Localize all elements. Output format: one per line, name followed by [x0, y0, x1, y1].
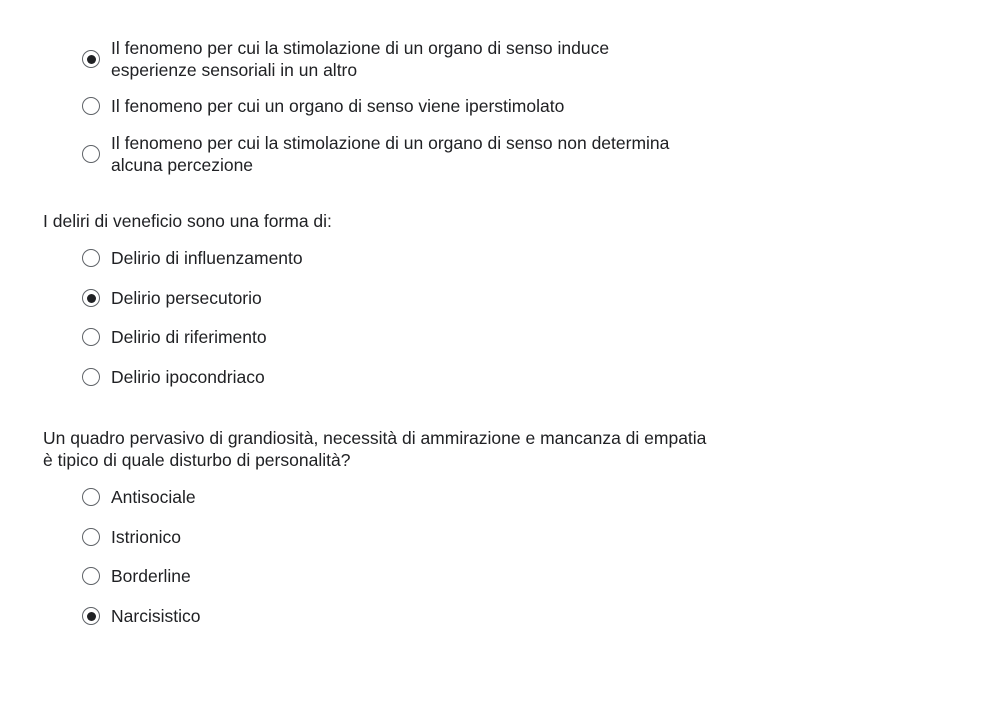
q2-option-1-radio[interactable]	[82, 249, 100, 267]
q3-option-4-radio[interactable]	[82, 607, 100, 625]
q2-option-4-radio[interactable]	[82, 368, 100, 386]
q2-option-4-label: Delirio ipocondriaco	[111, 367, 265, 387]
q3-option-4-label: Narcisistico	[111, 606, 201, 626]
q1-option-3-radio[interactable]	[82, 145, 100, 163]
q1-option-1[interactable]	[82, 37, 662, 81]
q1-option-2-radio[interactable]	[82, 97, 100, 115]
q1-option-1-radio[interactable]	[82, 50, 100, 68]
question-2-text: I deliri di veneficio sono una forma di:	[43, 211, 332, 231]
q2-option-1-label: Delirio di influenzamento	[111, 248, 303, 268]
question-2	[43, 210, 743, 232]
q2-option-2-label: Delirio persecutorio	[111, 288, 262, 308]
q1-option-3-label: Il fenomeno per cui la stimolazione di un organo di senso non determina alcuna percezione	[111, 133, 670, 175]
q3-option-2[interactable]	[82, 526, 742, 548]
q2-option-3-radio[interactable]	[82, 328, 100, 346]
q3-option-1[interactable]	[82, 486, 742, 508]
q1-option-3[interactable]	[82, 132, 707, 176]
q1-option-2[interactable]	[82, 95, 742, 117]
q3-option-1-radio[interactable]	[82, 488, 100, 506]
q3-option-3[interactable]	[82, 565, 742, 587]
q3-option-3-radio[interactable]	[82, 567, 100, 585]
q3-option-2-radio[interactable]	[82, 528, 100, 546]
q3-option-2-label: Istrionico	[111, 527, 182, 547]
q3-option-1-label: Antisociale	[111, 487, 196, 507]
q1-option-1-label: Il fenomeno per cui la stimolazione di un organo di senso induce esperienze sensoriali in un altro	[111, 38, 610, 80]
question-3-text: Un quadro pervasivo di grandiosità, necessità di ammirazione e mancanza di empatia è tipico di quale disturbo di personalità?	[43, 428, 707, 470]
q2-option-4[interactable]	[82, 366, 742, 388]
q3-option-3-label: Borderline	[111, 566, 191, 586]
q2-option-3-label: Delirio di riferimento	[111, 327, 267, 347]
q2-option-3[interactable]	[82, 326, 742, 348]
q2-option-2[interactable]	[82, 287, 742, 309]
q1-option-2-label: Il fenomeno per cui un organo di senso viene iperstimolato	[111, 96, 565, 116]
question-3	[43, 427, 708, 471]
q3-option-4[interactable]	[82, 605, 742, 627]
q2-option-2-radio[interactable]	[82, 289, 100, 307]
q2-option-1[interactable]	[82, 247, 742, 269]
